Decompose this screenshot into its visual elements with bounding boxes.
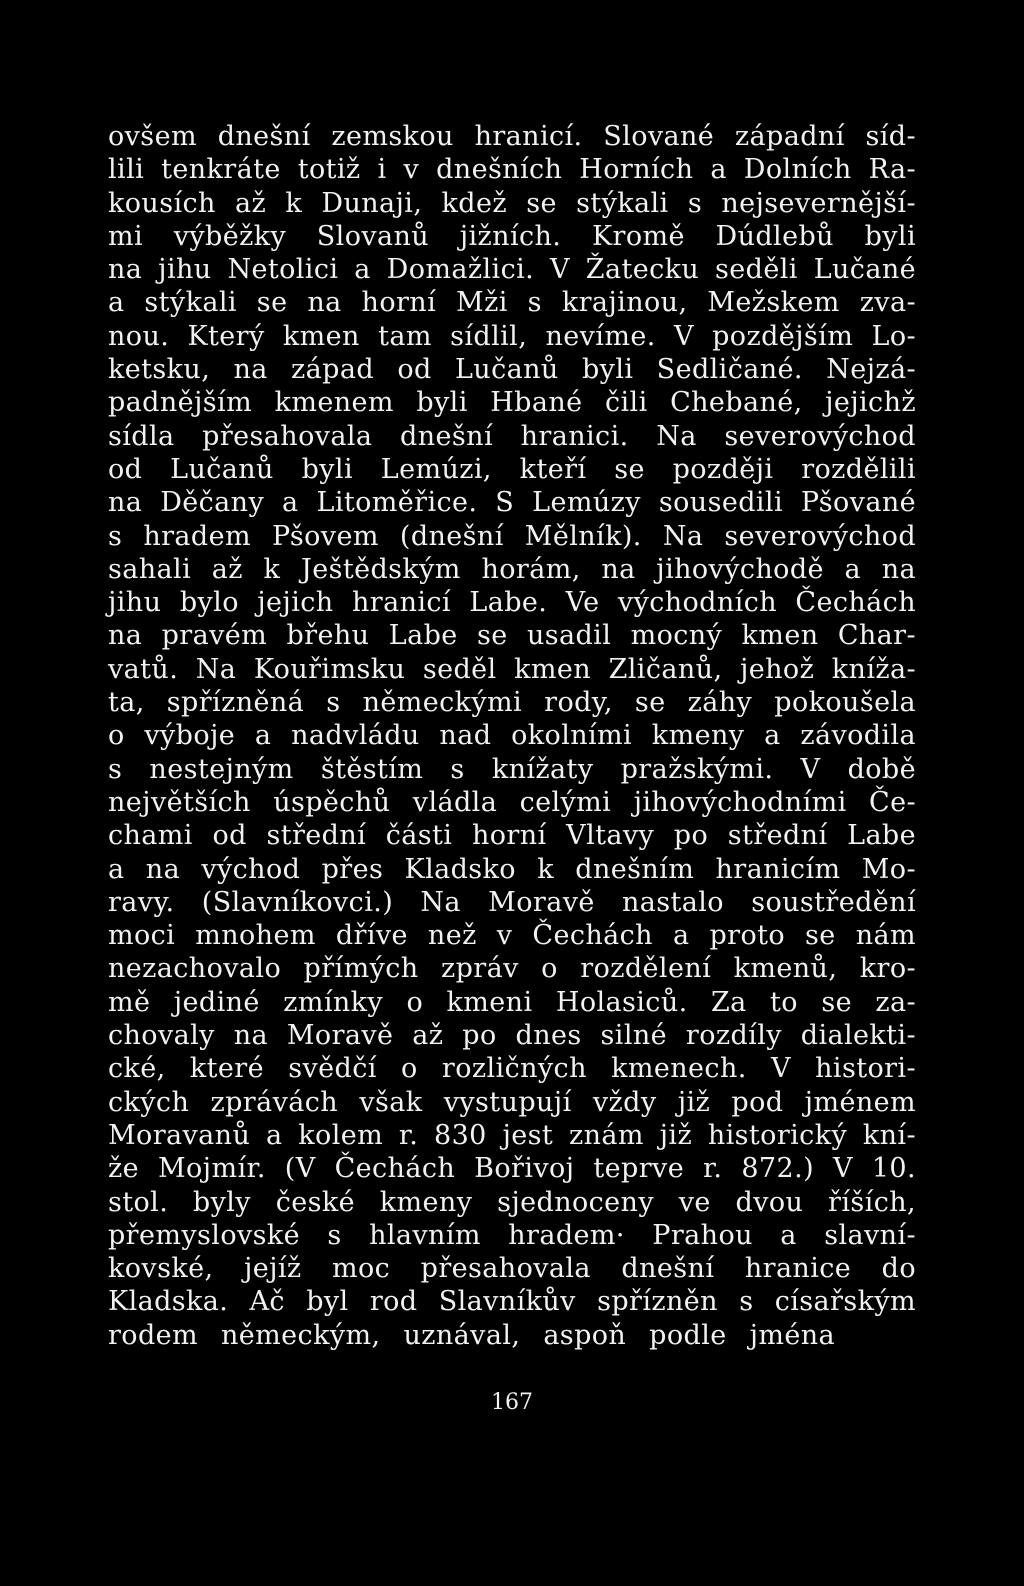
body-text — [108, 120, 916, 1352]
text-line: přemyslovské s hlavním hradem· Prahou a slavní- — [108, 1219, 916, 1251]
text-line: ovšem dnešní zemskou hranicí. Slované západní síd- — [108, 121, 916, 152]
text-line: s nestejným štěstím s knížaty pražskými. V době — [108, 753, 916, 785]
text-line: ravy. (Slavníkovci.) Na Moravě nastalo soustředění — [108, 886, 916, 918]
text-line: a stýkali se na horní Mži s krajinou, Mežskem zva- — [108, 287, 916, 319]
text-line: ketsku, na západ od Lučanů byli Sedličané. Nejzá- — [108, 354, 916, 386]
text-line: že Mojmír. (V Čechách Bořivoj teprve r. 872.) V 10. — [108, 1153, 916, 1185]
text-line: moci mnohem dříve než v Čechách a proto se nám — [108, 920, 916, 952]
text-line: Moravanů a kolem r. 830 jest znám již historický kní- — [108, 1119, 916, 1151]
text-line: lili tenkráte totiž i v dnešních Horních a Dolních Ra- — [108, 154, 916, 186]
text-line: a na východ přes Kladsko k dnešním hranicím Mo- — [108, 853, 916, 885]
text-line: vatů. Na Kouřimsku seděl kmen Zličanů, jehož kníža- — [108, 653, 916, 685]
text-line: od Lučanů byli Lemúzi, kteří se později rozdělili — [108, 453, 916, 485]
text-line: cké, které svědčí o rozličných kmenech. V histori- — [108, 1053, 916, 1085]
text-line: kousích až k Dunaji, kdež se stýkali s nejsevernější- — [108, 187, 916, 219]
text-line: chovaly na Moravě až po dnes silné rozdíly dialekti- — [108, 1020, 916, 1052]
text-line: chami od střední části horní Vltavy po střední Labe — [108, 820, 916, 852]
text-line: Kladska. Ač byl rod Slavníkův spřízněn s císařským — [108, 1286, 916, 1318]
text-line: padnějším kmenem byli Hbané čili Chebané, jejichž — [108, 387, 916, 419]
text-line: sídla přesahovala dnešní hranici. Na severovýchod — [108, 420, 916, 452]
text-line: o výboje a nadvládu nad okolními kmeny a závodila — [108, 720, 916, 752]
text-line: jihu bylo jejich hranicí Labe. Ve východních Čechách — [108, 587, 916, 619]
text-line: sahali až k Ještědským horám, na jihovýchodě a na — [108, 553, 916, 585]
text-line: na Děčany a Litoměřice. S Lemúzy sousedili Pšované — [108, 487, 916, 519]
text-line: kovské, jejíž moc přesahovala dnešní hranice do — [108, 1253, 916, 1285]
text-line: stol. byly české kmeny sjednoceny ve dvou říších, — [108, 1186, 916, 1218]
text-line: rodem německým, uznával, aspoň podle jména — [108, 1319, 836, 1351]
page-number: 167 — [491, 1390, 533, 1415]
text-line: s hradem Pšovem (dnešní Mělník). Na severovýchod — [108, 520, 916, 552]
text-line: na pravém břehu Labe se usadil mocný kmen Char- — [108, 620, 916, 652]
text-line: ckých zprávách však vystupují vždy již pod jménem — [108, 1086, 916, 1118]
text-line: mi výběžky Slovanů jižních. Kromě Dúdlebů byli — [108, 220, 916, 252]
text-line: mě jediné zmínky o kmeni Holasiců. Za to se za- — [108, 986, 916, 1018]
text-line: na jihu Netolici a Domažlici. V Žatecku seděli Lučané — [108, 254, 916, 286]
text-line: nou. Který kmen tam sídlil, nevíme. V pozdějším Lo- — [108, 320, 916, 352]
text-line: největších úspěchů vládla celými jihovýchodními Če- — [108, 786, 916, 818]
text-line: nezachovalo přímých zpráv o rozdělení kmenů, kro- — [108, 953, 916, 985]
text-line: ta, spřízněná s německými rody, se záhy pokoušela — [108, 687, 916, 719]
